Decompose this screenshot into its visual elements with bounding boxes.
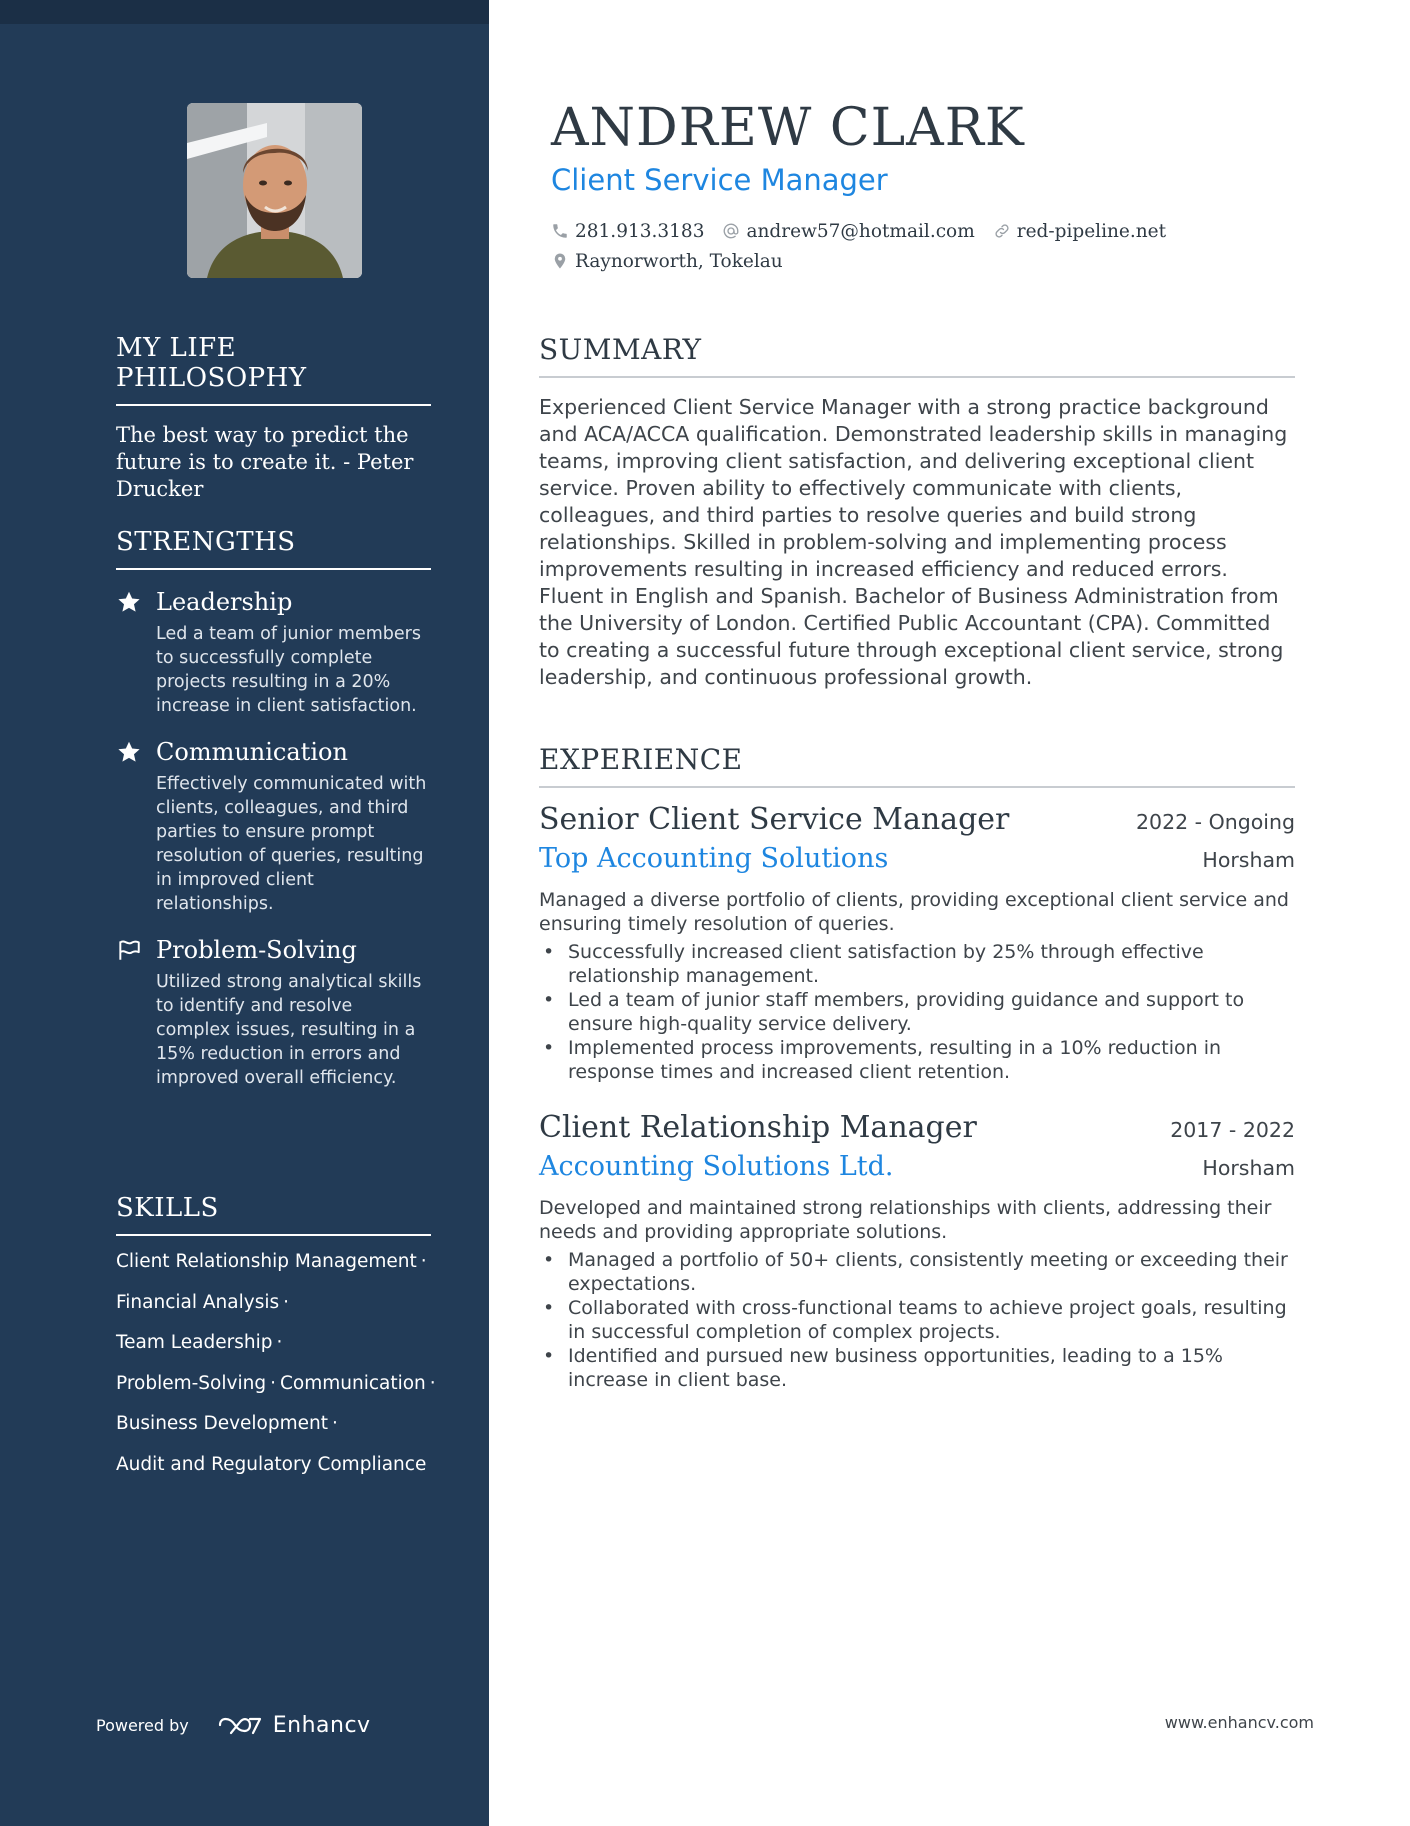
summary-heading: SUMMARY <box>539 333 1295 378</box>
job-location: Horsham <box>1202 1156 1295 1180</box>
job-description: Managed a diverse portfolio of clients, providing exceptional client service and ensuring timely resolution of queries. <box>539 889 1289 935</box>
job-bullet: • Led a team of junior staff members, providing guidance and support to ensure high-quality service delivery. <box>539 988 1295 1036</box>
skill-separator: · <box>420 1251 427 1272</box>
sidebar-top-bar <box>0 0 489 24</box>
website-url: red-pipeline.net <box>1016 220 1167 242</box>
strength-item <box>116 736 431 916</box>
job-bullet: • Successfully increased client satisfaction by 25% through effective relationship management. <box>539 940 1295 988</box>
location-contact <box>551 251 783 272</box>
powered-by <box>96 1710 371 1740</box>
phone-contact[interactable] <box>551 221 704 242</box>
job-entry <box>539 1110 1295 1392</box>
strength-description: Utilized strong analytical skills to identify and resolve complex issues, resulting in a 15% reduction in errors and improved overall efficiency. <box>156 972 422 1088</box>
philosophy-heading: MY LIFE PHILOSOPHY <box>116 333 431 406</box>
job-dates: 2017 - 2022 <box>1170 1118 1295 1142</box>
sidebar <box>0 0 489 1826</box>
job-bullet: • Identified and pursued new business opportunities, leading to a 15% increase in client base. <box>539 1344 1295 1392</box>
experience-section <box>539 743 1295 1392</box>
candidate-role: Client Service Manager <box>551 163 888 197</box>
job-company: Accounting Solutions Ltd. <box>539 1151 894 1182</box>
strength-item <box>116 934 431 1090</box>
strength-description: Led a team of junior members to successfully complete projects resulting in a 20% increase in client satisfaction. <box>156 624 421 716</box>
flag-icon <box>116 937 142 963</box>
skill-tag: Problem-Solving <box>116 1372 267 1394</box>
skill-tag: Team Leadership <box>116 1332 273 1353</box>
strength-title: Communication <box>156 738 348 766</box>
skill-separator: · <box>332 1413 338 1434</box>
phone-icon <box>551 222 569 240</box>
job-entry <box>539 802 1295 1084</box>
job-dates: 2022 - Ongoing <box>1136 810 1295 834</box>
powered-by-label: Powered by <box>96 1715 189 1735</box>
contact-info <box>551 216 1271 276</box>
skills-heading: SKILLS <box>116 1193 431 1236</box>
job-title: Client Relationship Manager <box>539 1110 977 1145</box>
enhancv-logo[interactable] <box>217 1713 371 1738</box>
skill-tag: Audit and Regulatory Compliance <box>116 1453 427 1475</box>
skill-separator: · <box>429 1372 436 1394</box>
candidate-name: ANDREW CLARK <box>551 98 1025 158</box>
experience-heading: EXPERIENCE <box>539 743 1295 788</box>
summary-section <box>539 333 1295 691</box>
email-address: andrew57@hotmail.com <box>746 220 975 242</box>
job-bullets <box>539 940 1295 1084</box>
strengths-section <box>116 527 431 1090</box>
strength-title: Problem-Solving <box>156 936 357 964</box>
profile-photo <box>187 103 362 278</box>
location-pin-icon <box>551 252 569 270</box>
skill-tag: Business Development <box>116 1413 329 1434</box>
strength-title: Leadership <box>156 588 293 616</box>
strength-item <box>116 586 431 718</box>
skill-separator: · <box>283 1291 290 1313</box>
enhancv-logo-icon <box>217 1713 263 1737</box>
at-icon <box>722 222 740 240</box>
job-title: Senior Client Service Manager <box>539 802 1010 837</box>
job-bullet: • Collaborated with cross-functional teams to achieve project goals, resulting in successful completion of complex projects. <box>539 1296 1295 1344</box>
website-contact[interactable] <box>993 221 1166 242</box>
job-description: Developed and maintained strong relationships with clients, addressing their needs and providing appropriate solutions. <box>539 1197 1272 1243</box>
email-contact[interactable] <box>722 221 974 242</box>
job-company: Top Accounting Solutions <box>539 843 889 874</box>
job-location: Horsham <box>1202 848 1295 872</box>
skills-list <box>116 1250 436 1493</box>
phone-number: 281.913.3183 <box>575 220 705 242</box>
link-icon <box>993 222 1011 240</box>
enhancv-wordmark: Enhancv <box>272 1712 371 1738</box>
skill-separator: · <box>270 1372 276 1394</box>
philosophy-quote: The best way to predict the future is to create it. - Peter Drucker <box>116 423 414 501</box>
location-text: Raynorworth, Tokelau <box>575 250 783 272</box>
star-icon <box>116 739 142 765</box>
strengths-heading: STRENGTHS <box>116 527 431 570</box>
philosophy-section <box>116 333 431 503</box>
skills-section <box>116 1193 436 1493</box>
job-bullet: • Managed a portfolio of 50+ clients, consistently meeting or exceeding their expectations. <box>539 1248 1295 1296</box>
job-bullets <box>539 1248 1295 1392</box>
skill-tag: Communication <box>279 1372 426 1394</box>
job-bullet: • Implemented process improvements, resulting in a 10% reduction in response times and increased client retention. <box>539 1036 1295 1084</box>
skill-tag: Client Relationship Management <box>116 1251 417 1272</box>
skill-separator: · <box>276 1332 283 1353</box>
star-icon <box>116 589 142 615</box>
strength-description: Effectively communicated with clients, colleagues, and third parties to ensure prompt resolution of queries, resulting in improved client relationships. <box>156 774 427 914</box>
summary-text: Experienced Client Service Manager with a strong practice background and ACA/ACCA qualification. Demonstrated leadership skills in managing teams, improving client satisfaction, and delivering exceptional client service. Proven ability to effectively communicate with clients, colleagues, and third parties to resolve queries and build strong relationships. Skilled in problem-solving and implementing process improvements resulting in increased efficiency and reduced errors. Fluent in English and Spanish. Bachelor of Business Administration from the University of London. Certified Public Accountant (CPA). Committed to creating a successful future through exceptional client service, strong leadership, and continuous professional growth. <box>539 395 1288 689</box>
footer-url[interactable]: www.enhancv.com <box>1164 1713 1314 1732</box>
skill-tag: Financial Analysis <box>116 1291 280 1313</box>
